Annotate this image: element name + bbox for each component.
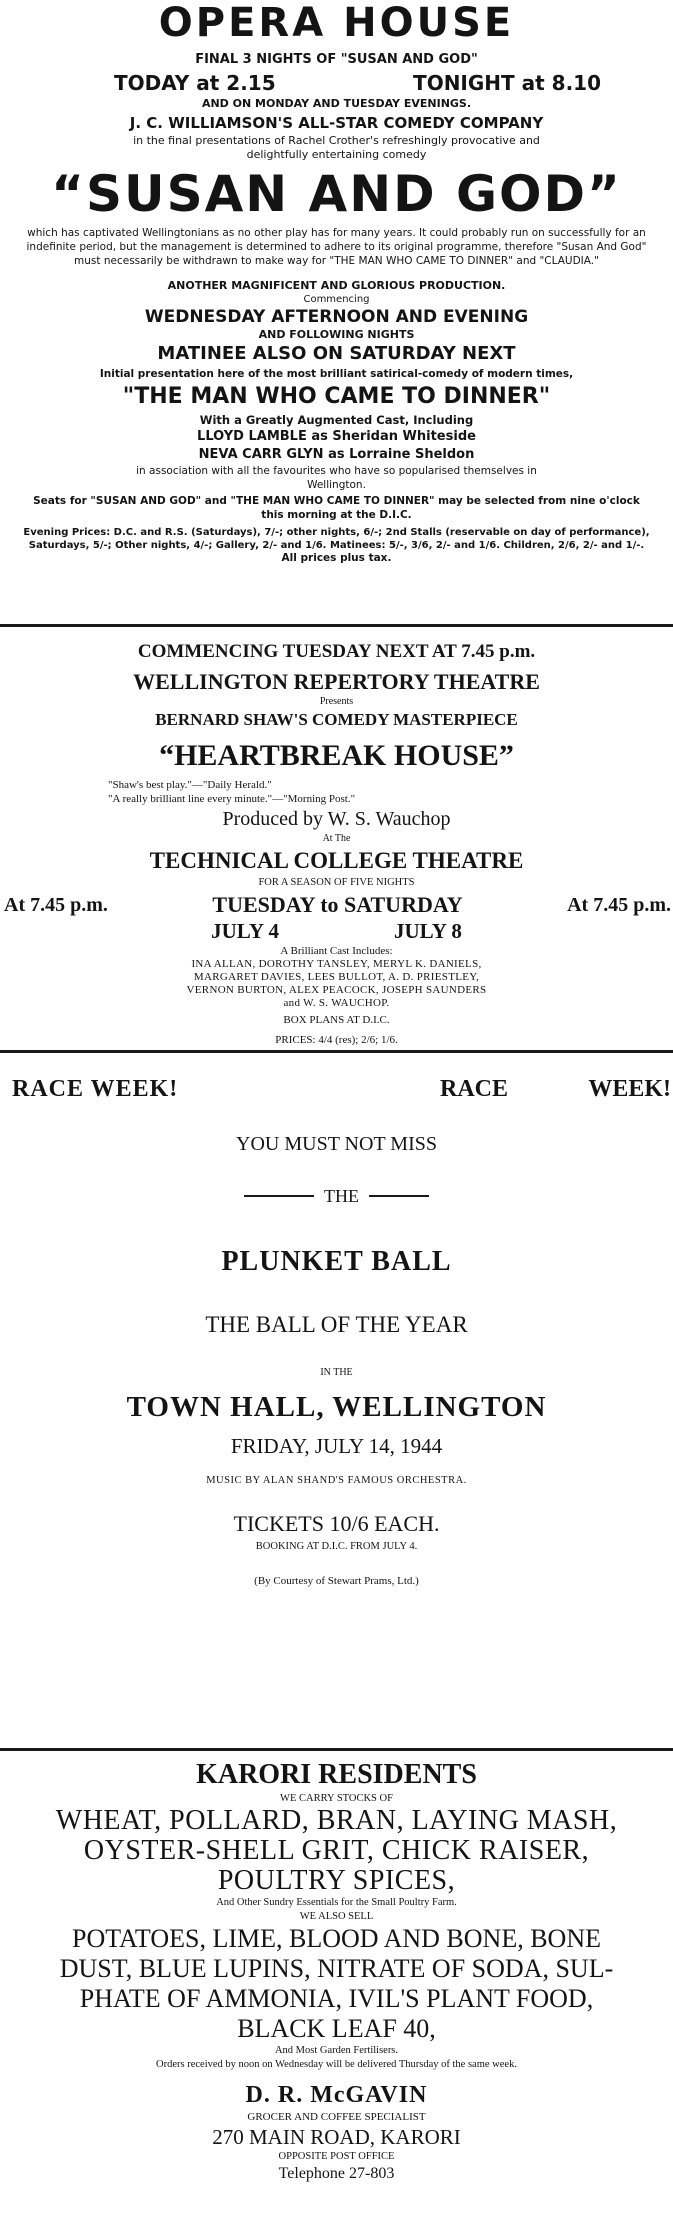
race-the-row xyxy=(0,1184,673,1208)
heartbreak-house-ad xyxy=(4,640,671,1048)
opera-association-1: in association with all the favourites who have so popularised themselves in xyxy=(136,465,537,477)
karori-carry: WE CARRY STOCKS OF xyxy=(280,1793,393,1804)
race-week-left: RACE WEEK! xyxy=(12,1076,179,1102)
heartbreak-prices: PRICES: 4/4 (res); 2/6; 1/6. xyxy=(275,1034,398,1046)
heartbreak-presents: Presents xyxy=(319,696,354,707)
race-plunket-ball: PLUNKET BALL xyxy=(221,1246,452,1277)
race-date: FRIDAY, JULY 14, 1944 xyxy=(230,1434,443,1458)
heartbreak-dates xyxy=(6,918,667,944)
heartbreak-quote-2: "A really brilliant line every minute."—"Morning Post." xyxy=(108,793,356,805)
opera-man-title: "THE MAN WHO CAME TO DINNER" xyxy=(122,384,551,409)
race-courtesy: (By Courtesy of Stewart Prams, Ltd.) xyxy=(254,1575,419,1587)
race-the-rule-right xyxy=(369,1195,429,1197)
divider-rule xyxy=(0,1748,673,1751)
heartbreak-company: WELLINGTON REPERTORY THEATRE xyxy=(133,669,540,694)
karori-orders: Orders received by noon on Wednesday will be delivered Thursday of the same week. xyxy=(156,2059,517,2070)
karori-sundry: And Other Sundry Essentials for the Small Poultry Farm. xyxy=(216,1897,457,1908)
opera-description: which has captivated Wellingtonians as no other play has for many years. It could probably run on successfully for an indefinite period, but the management is determined to adhere to its original programme, therefore "Susan And God" must necessarily be withdrawn to make way for "THE MAN WHO CAME TO DINNER" and "CLAUDIA." xyxy=(26,227,647,267)
opera-seats: Seats for "SUSAN AND GOD" and "THE MAN WHO CAME TO DINNER" may be selected from nine o'clock this morning at the D.I.C. xyxy=(33,495,640,521)
heartbreak-venue: TECHNICAL COLLEGE THEATRE xyxy=(149,848,524,873)
race-week-row xyxy=(0,1068,673,1110)
opera-lamble: LLOYD LAMBLE as Sheridan Whiteside xyxy=(197,429,476,444)
heartbreak-date-end: JULY 8 xyxy=(394,919,462,943)
opera-tax: All prices plus tax. xyxy=(281,552,392,564)
opera-augmented: With a Greatly Augmented Cast, Including xyxy=(199,413,474,427)
race-week-mid: RACE xyxy=(440,1076,509,1102)
karori-line-5: DUST, BLUE LUPINS, NITRATE OF SODA, SUL- xyxy=(59,1954,614,1983)
opera-monday: AND ON MONDAY AND TUESDAY EVENINGS. xyxy=(201,97,472,110)
heartbreak-cast-2: MARGARET DAVIES, LEES BULLOT, A. D. PRIESTLEY, xyxy=(193,971,480,983)
opera-glyn: NEVA CARR GLYN as Lorraine Sheldon xyxy=(198,447,475,462)
race-in-the: IN THE xyxy=(320,1367,353,1378)
race-the: THE xyxy=(324,1186,359,1206)
karori-grocer: GROCER AND COFFEE SPECIALIST xyxy=(247,2111,426,2123)
race-must-not-miss: YOU MUST NOT MISS xyxy=(236,1133,437,1155)
race-ball-of-year: THE BALL OF THE YEAR xyxy=(205,1312,468,1337)
heartbreak-cast-head: A Brilliant Cast Includes: xyxy=(280,945,393,957)
opera-company: J. C. WILLIAMSON'S ALL-STAR COMEDY COMPANY xyxy=(129,114,544,132)
opera-following: AND FOLLOWING NIGHTS xyxy=(258,328,415,341)
heartbreak-cast-4: and W. S. WAUCHOP. xyxy=(283,997,390,1009)
karori-line-7: BLACK LEAF 40, xyxy=(237,2014,436,2043)
heartbreak-at-right: At 7.45 p.m. xyxy=(567,894,671,916)
heartbreak-at: At The xyxy=(322,833,351,844)
heartbreak-at-left: At 7.45 p.m. xyxy=(4,894,108,916)
race-town-hall: TOWN HALL, WELLINGTON xyxy=(126,1391,547,1423)
race-the-rule-left xyxy=(244,1195,314,1197)
karori-line-2: OYSTER-SHELL GRIT, CHICK RAISER, xyxy=(83,1835,590,1866)
opera-final-pres-1: in the final presentations of Rachel Crother's refreshingly provocative and xyxy=(133,134,540,147)
heartbreak-days: TUESDAY to SATURDAY xyxy=(212,892,463,917)
opera-final-nights: FINAL 3 NIGHTS OF "SUSAN AND GOD" xyxy=(195,52,478,67)
karori-phone: Telephone 27-803 xyxy=(278,2165,395,2182)
heartbreak-quote-1: "Shaw's best play."—"Daily Herald." xyxy=(108,779,272,791)
karori-name: D. R. McGAVIN xyxy=(245,2082,428,2108)
heartbreak-season: FOR A SEASON OF FIVE NIGHTS xyxy=(258,877,415,888)
opera-final-pres-2: delightfully entertaining comedy xyxy=(246,148,427,161)
heartbreak-box-plans: BOX PLANS AT D.I.C. xyxy=(283,1014,390,1026)
opera-prices: Evening Prices: D.C. and R.S. (Saturdays), 7/-; other nights, 6/-; 2nd Stalls (reservable on day of performance), Saturdays, 5/-; Other nights, 4/-; Gallery, 2/- and 1/6. Matinees: 5/-, 3/6, 2/- and 1/6. Children, 2/6, 2/- and 1/-. xyxy=(23,527,650,551)
heartbreak-cast-3: VERNON BURTON, ALEX PEACOCK, JOSEPH SAUNDERS xyxy=(186,984,487,996)
opera-initial: Initial presentation here of the most brilliant satirical-comedy of modern times, xyxy=(99,368,574,380)
opera-tonight: TONIGHT at 8.10 xyxy=(413,71,601,95)
karori-line-6: PHATE OF AMMONIA, IVIL'S PLANT FOOD, xyxy=(79,1984,594,2013)
opera-today: TODAY at 2.15 xyxy=(114,71,276,95)
race-booking: BOOKING AT D.I.C. FROM JULY 4. xyxy=(255,1541,418,1552)
heartbreak-cast-1: INA ALLAN, DOROTHY TANSLEY, MERYL K. DANIELS, xyxy=(191,958,482,970)
divider-rule xyxy=(0,1050,673,1053)
heartbreak-title: “HEARTBREAK HOUSE” xyxy=(159,739,514,772)
opera-commencing: Commencing xyxy=(303,294,370,305)
heartbreak-date-start: JULY 4 xyxy=(211,919,279,943)
opera-times-row xyxy=(6,70,667,96)
karori-garden: And Most Garden Fertilisers. xyxy=(274,2045,399,2056)
race-week-right: WEEK! xyxy=(588,1076,671,1102)
opera-house-ad xyxy=(6,0,667,565)
karori-title: KARORI RESIDENTS xyxy=(196,1759,477,1790)
karori-also: WE ALSO SELL xyxy=(299,1911,374,1922)
karori-line-1: WHEAT, POLLARD, BRAN, LAYING MASH, xyxy=(55,1805,618,1836)
heartbreak-commencing: COMMENCING TUESDAY NEXT AT 7.45 p.m. xyxy=(137,641,536,662)
opera-wednesday: WEDNESDAY AFTERNOON AND EVENING xyxy=(144,307,529,327)
opera-another: ANOTHER MAGNIFICENT AND GLORIOUS PRODUCTION. xyxy=(167,279,506,292)
race-music: MUSIC BY ALAN SHAND'S FAMOUS ORCHESTRA. xyxy=(206,1475,467,1486)
divider-rule xyxy=(0,624,673,627)
opera-matinee: MATINEE ALSO ON SATURDAY NEXT xyxy=(157,343,516,364)
karori-line-4: POTATOES, LIME, BLOOD AND BONE, BONE xyxy=(71,1924,601,1953)
opera-title: OPERA HOUSE xyxy=(158,0,515,46)
karori-line-3: POULTRY SPICES, xyxy=(217,1865,456,1896)
plunket-ball-ad xyxy=(0,1068,673,1588)
opera-association-2: Wellington. xyxy=(307,479,366,491)
karori-address: 270 MAIN ROAD, KARORI xyxy=(212,2125,461,2149)
race-tickets: TICKETS 10/6 EACH. xyxy=(233,1511,440,1536)
heartbreak-shaw: BERNARD SHAW'S COMEDY MASTERPIECE xyxy=(155,710,518,729)
karori-residents-ad xyxy=(2,1758,671,2184)
heartbreak-produced: Produced by W. S. Wauchop xyxy=(222,808,451,830)
heartbreak-times-row xyxy=(4,892,671,918)
opera-play-title: “SUSAN AND GOD” xyxy=(51,165,622,223)
karori-opposite: OPPOSITE POST OFFICE xyxy=(278,2151,395,2162)
